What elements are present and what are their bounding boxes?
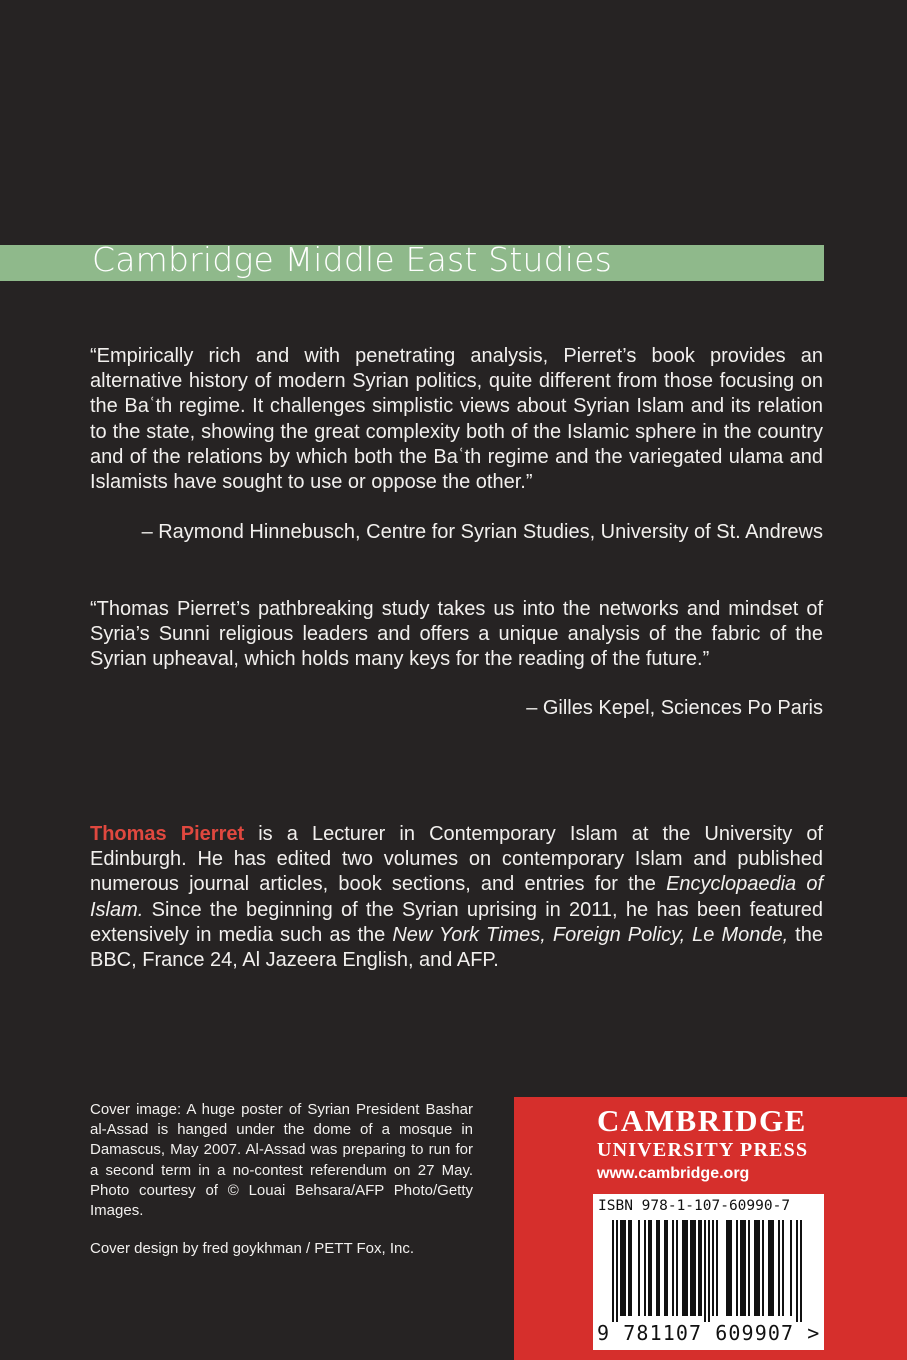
barcode-bar [716, 1220, 718, 1316]
barcode-bar [762, 1220, 764, 1316]
barcode-bar [694, 1220, 696, 1316]
barcode-bar [666, 1220, 668, 1316]
barcode-bar [740, 1220, 742, 1316]
barcode-bar [650, 1220, 652, 1316]
barcode-bar [768, 1220, 770, 1316]
barcode-bar [698, 1220, 700, 1316]
barcode-bar [742, 1220, 744, 1316]
barcode-bar [782, 1220, 784, 1316]
barcode-bar [620, 1220, 622, 1316]
barcode-bar [648, 1220, 650, 1316]
barcode-bar [772, 1220, 774, 1316]
barcode-bar [638, 1220, 640, 1316]
isbn-barcode [599, 1220, 818, 1322]
barcode-bar [700, 1220, 702, 1316]
barcode-bar [612, 1220, 614, 1322]
barcode-bar [664, 1220, 666, 1316]
barcode-panel [593, 1194, 824, 1350]
publisher-name: CAMBRIDGE [597, 1103, 807, 1138]
endorsement-attribution-2: – Gilles Kepel, Sciences Po Paris [526, 697, 823, 719]
barcode-bar [800, 1220, 802, 1322]
barcode-bar [756, 1220, 758, 1316]
barcode-bar [690, 1220, 692, 1316]
barcode-bar [758, 1220, 760, 1316]
barcode-bar [730, 1220, 732, 1316]
barcode-bar [796, 1220, 798, 1322]
barcode-bar [682, 1220, 684, 1316]
barcode-bar [728, 1220, 730, 1316]
author-bio-italic-1: Encyclopaedia of Islam. [90, 873, 823, 921]
barcode-bar [692, 1220, 694, 1316]
author-bio [90, 822, 823, 973]
author-bio-text-1: is a Lecturer in Contemporary Islam at the University of Edinburgh. He has edited two volumes on contemporary Islam and published numerous journal articles, book sections, and entries for the [90, 823, 823, 896]
barcode-bar [628, 1220, 630, 1316]
author-name: Thomas Pierret [90, 823, 245, 845]
barcode-bar [616, 1220, 618, 1322]
barcode-bar [736, 1220, 738, 1316]
barcode-bar [704, 1220, 706, 1322]
barcode-bar [630, 1220, 632, 1316]
barcode-bar [744, 1220, 746, 1316]
endorsement-quote-1: “Empirically rich and with penetrating analysis, Pierret’s book provides an alternative history of modern Syrian politics, quite different from those focusing on the Baʿth regime. It challenges simplistic views about Syrian Islam and its relation to the state, showing the great complexity both of the Islamic sphere in the country and of the relations by which both the Baʿth regime and the variegated ulama and Islamists have sought to use or oppose the other.” [90, 345, 823, 494]
author-bio-italic-2: New York Times, Foreign Policy, Le Monde, [392, 923, 789, 946]
author-bio-text-3: the BBC, France 24, Al Jazeera English, and AFP. [90, 923, 823, 972]
isbn-barcode-digits: 9 781107 609907 > [597, 1321, 821, 1345]
barcode-bar [726, 1220, 728, 1316]
barcode-bar [672, 1220, 674, 1316]
barcode-bar [658, 1220, 660, 1316]
series-title: Cambridge Middle East Studies [92, 240, 613, 279]
publisher-subname: UNIVERSITY PRESS [597, 1139, 809, 1161]
barcode-bar [754, 1220, 756, 1316]
author-bio-text-2: Since the beginning of the Syrian uprising in 2011, he has been featured extensively in media such as the [90, 898, 823, 946]
barcode-bar [676, 1220, 678, 1316]
barcode-bar [622, 1220, 624, 1316]
cover-design-credit: Cover design by fred goykhman / PETT Fox, Inc. [90, 1240, 415, 1257]
endorsement-quote-2: “Thomas Pierret’s pathbreaking study takes us into the networks and mindset of Syria’s Sunni religious leaders and offers a unique analysis of the fabric of the Syrian upheaval, which holds many keys for the reading of the future.” [90, 598, 823, 671]
barcode-bar [686, 1220, 688, 1316]
barcode-bar [770, 1220, 772, 1316]
barcode-bar [708, 1220, 710, 1322]
publisher-block [514, 1097, 907, 1360]
publisher-url: www.cambridge.org [597, 1165, 750, 1182]
barcode-bar [712, 1220, 714, 1316]
barcode-bar [684, 1220, 686, 1316]
barcode-bar [624, 1220, 626, 1316]
barcode-bar [644, 1220, 646, 1316]
barcode-bar [656, 1220, 658, 1316]
barcode-bar [778, 1220, 780, 1316]
barcode-bar [748, 1220, 750, 1316]
barcode-bar [790, 1220, 792, 1316]
endorsement-attribution-1: – Raymond Hinnebusch, Centre for Syrian Studies, University of St. Andrews [141, 521, 823, 543]
cover-image-credit: Cover image: A huge poster of Syrian President Bashar al-Assad is hanged under the dome of a mosque in Damascus, May 2007. Al-Assad was preparing to run for a second term in a no-contest referendum on 27 May. Photo courtesy of © Louai Behsara/AFP Photo/Getty Images. [90, 1101, 473, 1220]
isbn-label: ISBN 978-1-107-60990-7 [598, 1198, 791, 1214]
